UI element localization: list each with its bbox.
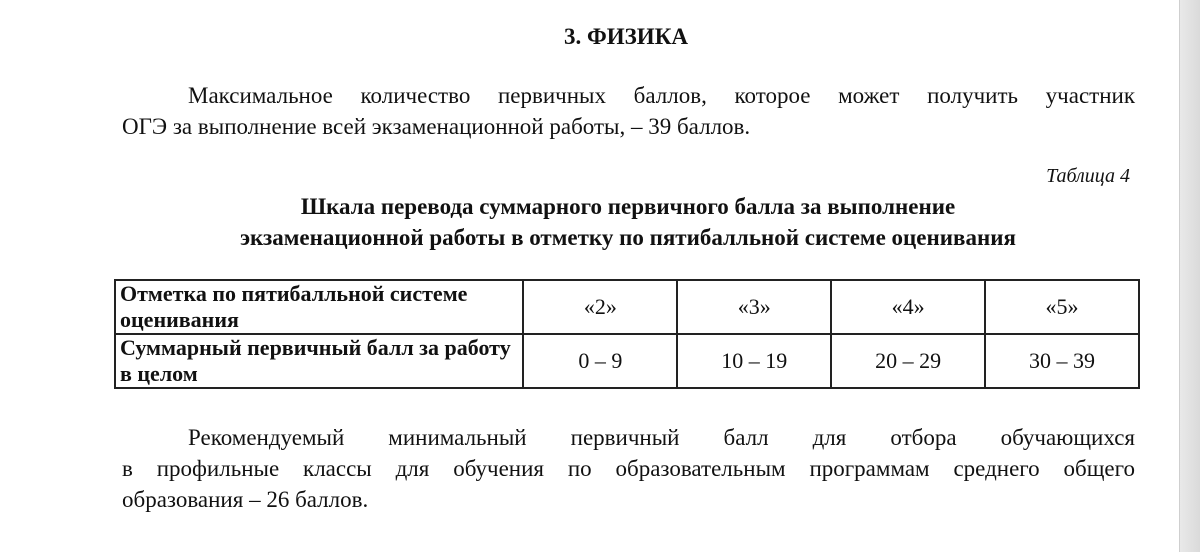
table-title — [0, 191, 1200, 253]
grade-cell: «3» — [677, 280, 831, 334]
grade-cell: «4» — [831, 280, 985, 334]
row-header-grade: Отметка по пятибалльной системе оценивания — [115, 280, 523, 334]
table-title-line-1: Шкала перевода суммарного первичного балла за выполнение — [300, 194, 956, 219]
page-edge — [1179, 0, 1200, 552]
score-range-cell: 20 – 29 — [831, 334, 985, 388]
recommendation-paragraph — [122, 422, 1135, 515]
recommendation-line-1: Рекомендуемый минимальный первичный балл для отбора обучающихся — [188, 425, 1135, 450]
recommendation-line-2: в профильные классы для обучения по образовательным программам среднего общего — [122, 456, 1135, 481]
grade-cell: «2» — [523, 280, 677, 334]
table-number: Таблица 4 — [1046, 165, 1130, 187]
score-range-cell: 30 – 39 — [985, 334, 1139, 388]
table-row-grade — [115, 280, 1139, 334]
table-title-line-2: экзаменационной работы в отметку по пятибалльной системе оценивания — [240, 225, 1016, 250]
intro-line-2: ОГЭ за выполнение всей экзаменационной работы, – 39 баллов. — [122, 114, 751, 139]
section-title: 3. ФИЗИКА — [564, 24, 688, 49]
recommendation-line-3: образования – 26 баллов. — [122, 487, 369, 512]
grade-scale-table — [114, 279, 1140, 389]
row-header-score: Суммарный первичный балл за работу в целом — [115, 334, 523, 388]
intro-line-1: Максимальное количество первичных баллов, которое может получить участник — [188, 83, 1135, 108]
grade-cell: «5» — [985, 280, 1139, 334]
score-range-cell: 10 – 19 — [677, 334, 831, 388]
intro-paragraph — [122, 80, 1135, 142]
table-row-score — [115, 334, 1139, 388]
score-range-cell: 0 – 9 — [523, 334, 677, 388]
